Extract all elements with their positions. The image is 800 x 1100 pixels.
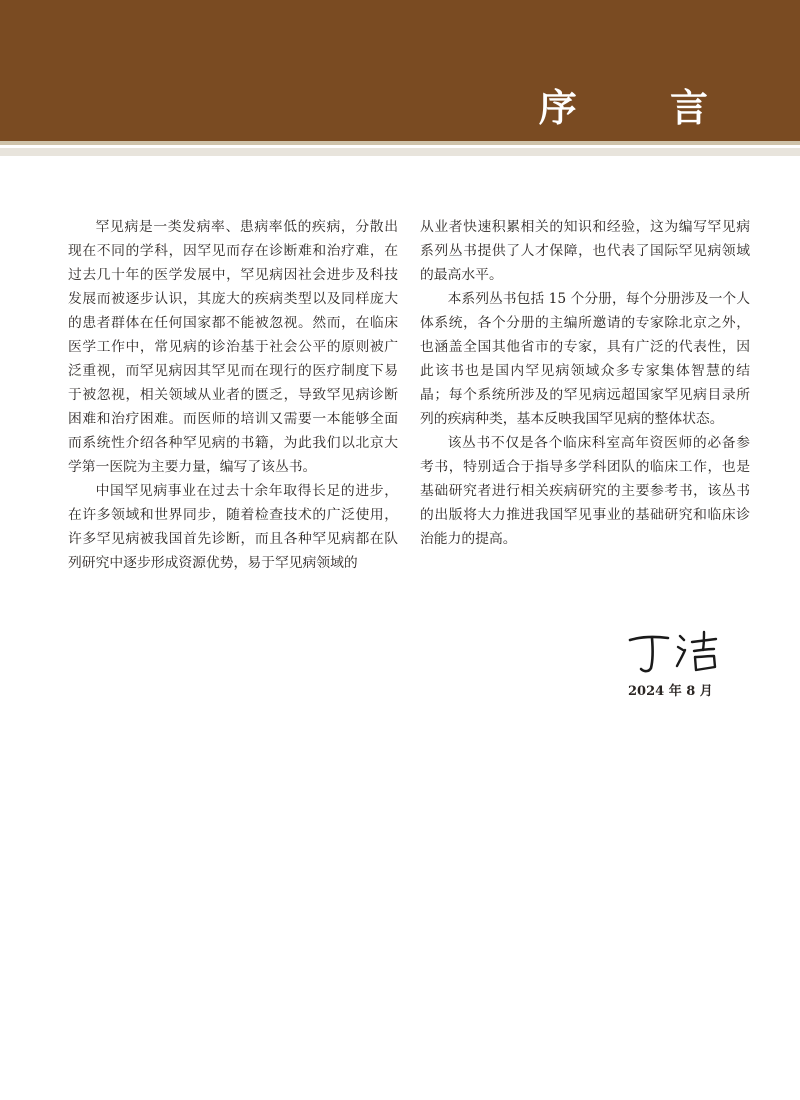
date-line: 2024 年 8 月: [628, 684, 713, 699]
paragraph-continuation: 从业者快速积累相关的知识和经验，这为编写罕见病系列丛书提供了人才保障，也代表了国际罕见病领域的最高水平。: [420, 219, 750, 283]
paragraph: 中国罕见病事业在过去十余年取得长足的进步，在许多领域和世界同步，随着检查技术的广泛使用，许多罕见病被我国首先诊断，而且各种罕见病都在队列研究中逐步形成资源优势，易于罕见病领域的: [68, 483, 398, 571]
header-divider-tan: [0, 141, 800, 145]
left-column: [68, 215, 398, 575]
page-title: 序 言: [538, 85, 748, 130]
paragraph: 本系列丛书包括 15 个分册，每个分册涉及一个人体系统，各个分册的主编所邀请的专家除北京之外，也涵盖全国其他省市的专家，具有广泛的代表性，因此该书也是国内罕见病领域众多专家集体智慧的结晶；每个系统所涉及的罕见病远超国家罕见病目录所列的疾病种类，基本反映我国罕见病的整体状态。: [420, 291, 750, 427]
right-column: [420, 215, 750, 551]
header-divider-gray: [0, 148, 800, 156]
handwritten-signature: [622, 628, 732, 678]
paragraph: 罕见病是一类发病率、患病率低的疾病，分散出现在不同的学科，因罕见而存在诊断难和治疗难，在过去几十年的医学发展中，罕见病因社会进步及科技发展而被逐步认识，其庞大的疾病类型以及同样庞大的患者群体在任何国家都不能被忽视。然而，在临床医学工作中，常见病的诊治基于社会公平的原则被广泛重视，而罕见病因其罕见而在现行的医疗制度下易于被忽视，相关领域从业者的匮乏，导致罕见病诊断困难和治疗困难。而医师的培训又需要一本能够全面而系统性介绍各种罕见病的书籍，为此我们以北京大学第一医院为主要力量，编写了该丛书。: [68, 219, 398, 475]
paragraph: 该丛书不仅是各个临床科室高年资医师的必备参考书，特别适合于指导多学科团队的临床工作，也是基础研究者进行相关疾病研究的主要参考书，该丛书的出版将大力推进我国罕见事业的基础研究和临床诊治能力的提高。: [420, 435, 750, 547]
